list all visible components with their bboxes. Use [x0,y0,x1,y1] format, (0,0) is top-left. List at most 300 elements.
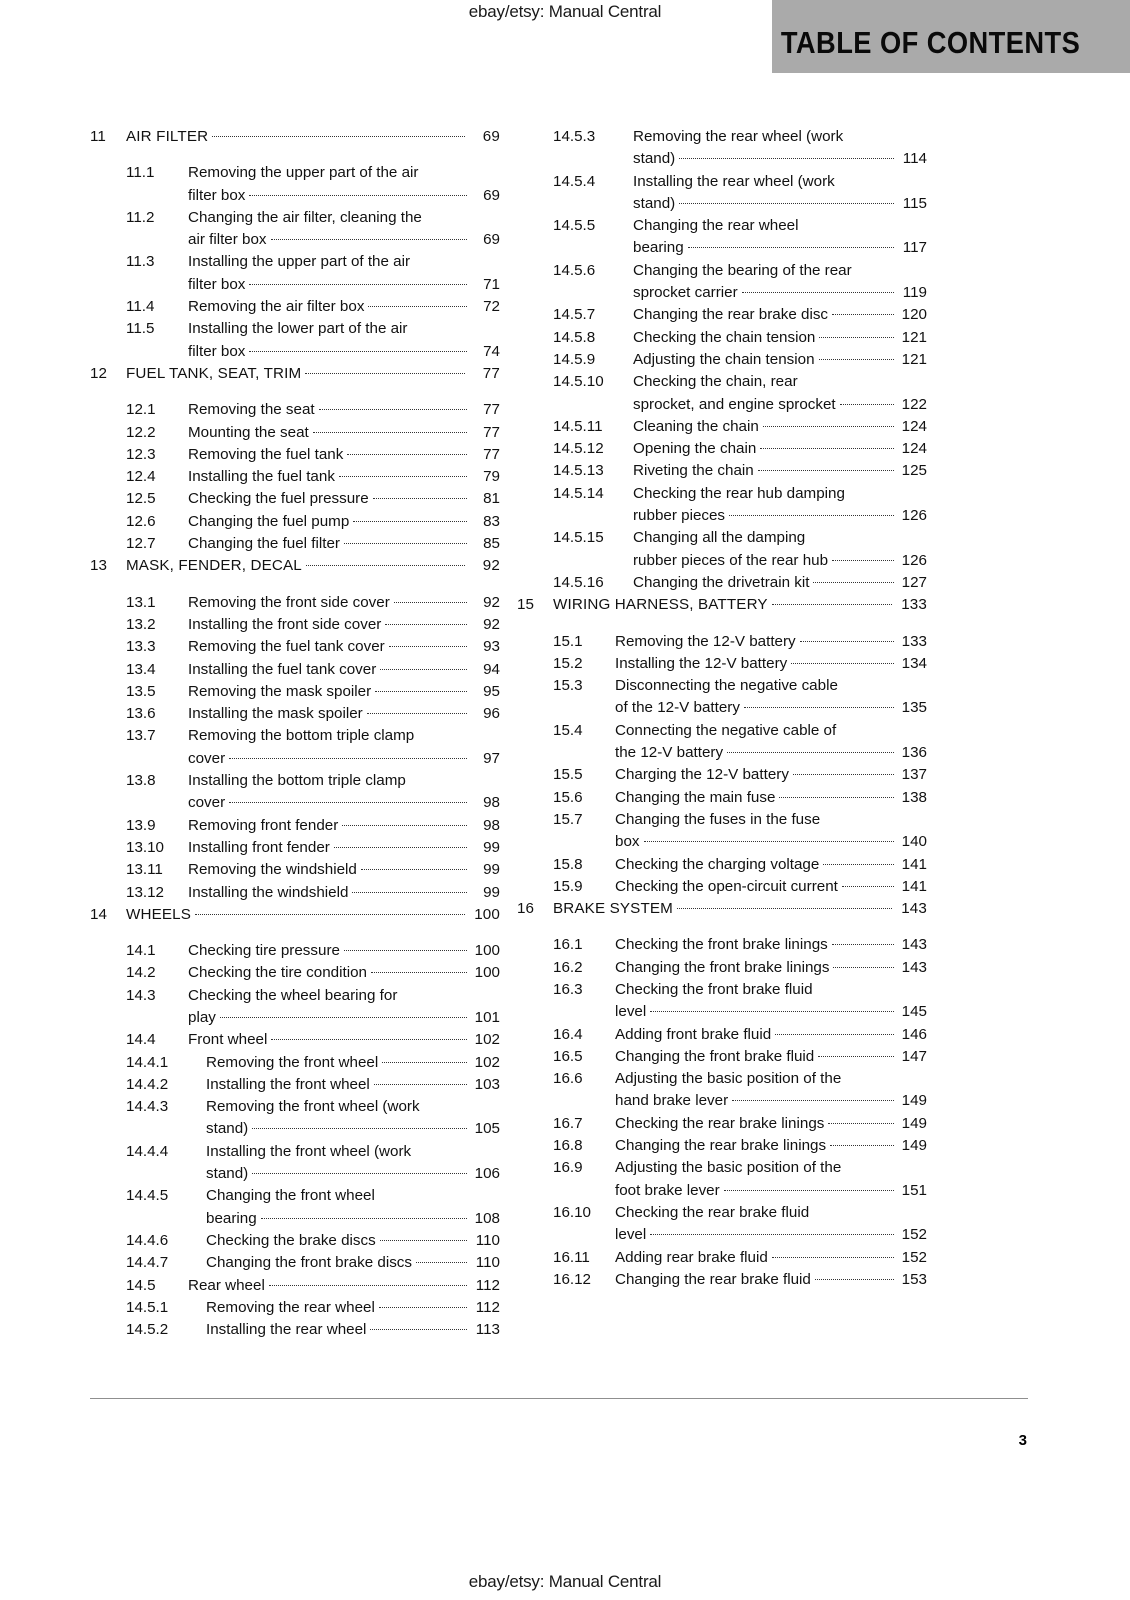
toc-entry-page: 100 [474,942,500,960]
toc-entry[interactable] [517,1024,927,1046]
toc-entry-page: 99 [483,838,500,856]
toc-entry-number: 15.7 [553,810,583,828]
dot-leader [220,1017,467,1018]
toc-entry-number: 14.3 [126,986,156,1004]
toc-entry-page: 138 [901,788,927,806]
toc-entry-page: 153 [901,1270,927,1288]
toc-entry[interactable] [517,1068,927,1113]
toc-entry-title: bearing [206,1209,257,1227]
dot-leader [195,914,465,915]
toc-entry-number: 16.9 [553,1159,583,1177]
toc-entry-title: stand) [633,194,676,212]
toc-entry[interactable] [90,725,500,770]
toc-entry-title: BRAKE SYSTEM [553,900,673,918]
toc-entry[interactable] [90,422,500,444]
toc-entry-number: 14.5.16 [553,573,604,591]
toc-entry[interactable] [517,215,927,260]
toc-entry-number: 12.5 [126,490,156,508]
toc-entry-title: Charging the 12-V battery [615,766,789,784]
toc-entry[interactable] [90,162,500,207]
toc-entry[interactable] [90,1275,500,1297]
toc-entry-title: Checking tire pressure [188,942,340,960]
toc-entry-page: 77 [482,364,500,382]
dot-leader [361,869,467,870]
toc-entry-body [633,171,927,216]
toc-entry[interactable] [90,962,500,984]
toc-entry[interactable] [90,296,500,318]
dot-leader [249,284,467,285]
toc-entry-page: 136 [901,744,927,762]
toc-entry-page: 101 [474,1008,500,1026]
toc-entry[interactable] [90,1319,500,1341]
toc-entry-body [615,1269,927,1291]
toc-entry-title: Removing the rear wheel (work [633,128,844,145]
toc-entry-number: 13.9 [126,816,156,834]
toc-entry-body [615,1247,927,1269]
toc-entry-number: 14.4.4 [126,1142,169,1160]
toc-entry-number: 12.4 [126,468,156,486]
toc-entry-title-last-line [633,148,927,170]
toc-entry-title: Adjusting the basic position of the [615,1070,842,1088]
toc-entry-body [633,572,927,594]
toc-entry-title: Adding front brake fluid [615,1025,772,1043]
toc-entry-number: 13.1 [126,593,156,611]
toc-entry-title: Checking the wheel bearing for [188,986,398,1004]
toc-entry-title: Installing the rear wheel [206,1321,367,1339]
toc-entry-title-last-line [615,742,927,764]
toc-entry-number: 13 [90,557,107,575]
dot-leader [252,1128,467,1129]
toc-entry[interactable] [90,659,500,681]
toc-entry[interactable] [90,703,500,725]
toc-entry[interactable] [517,527,927,572]
toc-entry-title-last-line [615,1224,927,1246]
dot-leader [679,203,894,204]
toc-entry-title: rubber pieces [633,507,726,525]
toc-entry-title-last-line [188,1007,500,1029]
toc-entry-page: 113 [475,1321,500,1339]
toc-entry-page: 145 [901,1003,927,1021]
toc-entry[interactable] [517,1247,927,1269]
toc-entry-body [615,675,927,720]
toc-entry[interactable] [90,592,500,614]
toc-entry-number: 16.8 [553,1137,583,1155]
toc-entry[interactable] [90,126,500,148]
toc-entry-number: 15.8 [553,855,583,873]
toc-entry-title: Checking the front brake fluid [615,980,813,998]
toc-entry-title: Changing the front wheel [206,1187,375,1205]
toc-entry[interactable] [90,466,500,488]
toc-entry-number: 13.2 [126,615,156,633]
toc-entry-number: 14.5 [126,1276,156,1294]
toc-entry-body [615,1202,927,1247]
dot-leader [840,404,894,405]
toc-entry-page: 127 [901,573,927,591]
toc-entry[interactable] [90,1252,500,1274]
toc-entry-page: 141 [901,855,927,873]
toc-entry-body [615,1046,927,1068]
toc-entry-title: Installing the 12-V battery [615,654,788,672]
toc-entry-title: WIRING HARNESS, BATTERY [553,596,768,614]
toc-entry-title-last-line [615,1001,927,1023]
toc-entry[interactable] [90,444,500,466]
dot-leader [775,1034,894,1035]
toc-entry-page: 77 [483,423,500,441]
toc-entry[interactable] [90,1230,500,1252]
toc-entry[interactable] [517,854,927,876]
toc-entry-page: 126 [901,507,927,525]
toc-entry-body [633,126,927,171]
toc-entry-title: Removing the windshield [188,861,357,879]
toc-entry-title: Installing the fuel tank [188,468,335,486]
toc-entry-number: 15.3 [553,677,583,695]
toc-entry-title: Installing the upper part of the air [188,253,411,271]
toc-entry-title: Changing the fuses in the fuse [615,810,821,828]
dot-leader [394,602,467,603]
toc-entry-number: 13.8 [126,772,156,790]
toc-entry-number: 13.5 [126,682,156,700]
toc-entry[interactable] [517,809,927,854]
dot-leader [842,886,894,887]
dot-leader [819,337,894,338]
toc-entry-page: 99 [483,883,500,901]
toc-entry-body [615,854,927,876]
toc-entry-body [188,659,500,681]
toc-entry-title: Front wheel [188,1031,268,1049]
toc-entry-page: 105 [474,1120,500,1138]
toc-entry-number: 16.10 [553,1203,592,1221]
dot-leader [271,239,468,240]
toc-entry-number: 14.2 [126,964,156,982]
toc-entry-page: 121 [901,328,927,346]
dot-leader [677,908,892,909]
toc-entry-number: 15.2 [553,654,583,672]
toc-entry-page: 112 [475,1298,500,1316]
toc-entry-title: Installing the mask spoiler [188,705,363,723]
toc-entry[interactable] [517,631,927,653]
toc-entry-page: 133 [901,632,927,650]
toc-entry[interactable] [90,1074,500,1096]
toc-entry[interactable] [517,371,927,416]
toc-entry[interactable] [517,327,927,349]
toc-entry-page: 102 [474,1053,500,1071]
toc-entry-page: 102 [474,1031,500,1049]
toc-entry-title: Changing the rear brake linings [615,1137,827,1155]
toc-entry-page: 95 [483,682,500,700]
toc-entry-title: Changing the front brake discs [206,1254,412,1272]
toc-entry-page: 137 [901,766,927,784]
toc-entry[interactable] [90,488,500,510]
toc-entry-title: Removing the front wheel [206,1053,379,1071]
toc-entry-number: 16.11 [553,1248,590,1266]
dot-leader [375,691,467,692]
toc-entry-title: filter box [188,275,246,293]
toc-entry-number: 14.5.14 [553,484,604,502]
toc-entry[interactable] [517,898,927,920]
toc-entry-page: 149 [901,1137,927,1155]
toc-entry-page: 146 [901,1025,927,1043]
dot-leader [380,1240,467,1241]
dot-leader [339,476,467,477]
toc-entry-title: Installing the bottom triple clamp [188,772,406,790]
toc-entry-number: 14.4.1 [126,1053,169,1071]
toc-entry-page: 152 [901,1248,927,1266]
toc-entry-number: 16.3 [553,980,583,998]
toc-entry-body [615,876,927,898]
toc-entry[interactable] [517,171,927,216]
toc-entry-title: Checking the rear hub damping [633,484,845,502]
toc-entry[interactable] [517,416,927,438]
dot-leader [763,426,894,427]
toc-entry-body [553,594,927,616]
toc-entry-body [126,126,500,148]
dot-leader [791,663,894,664]
dot-leader [261,1218,467,1219]
toc-entry-title: Riveting the chain [633,462,754,480]
dot-leader [352,892,467,893]
toc-entry[interactable] [517,720,927,765]
dot-leader [382,1062,467,1063]
toc-entry-number: 13.12 [126,883,165,901]
toc-entry[interactable] [517,594,927,616]
toc-entry[interactable] [517,260,927,305]
toc-entry-title: Changing the drivetrain kit [633,573,810,591]
toc-entry[interactable] [90,770,500,815]
dot-leader [368,306,467,307]
toc-entry[interactable] [90,837,500,859]
toc-entry-body [615,631,927,653]
dot-leader [815,1279,894,1280]
toc-entry[interactable] [517,675,927,720]
toc-entry-number: 13.4 [126,660,156,678]
toc-entry-number: 16 [517,900,534,918]
dot-leader [334,847,467,848]
toc-entry-page: 149 [901,1092,927,1110]
dot-leader [823,864,894,865]
dot-leader [319,409,467,410]
toc-entry-number: 14.5.2 [126,1321,169,1339]
toc-entry[interactable] [517,483,927,528]
toc-entry-page: 92 [483,593,500,611]
toc-entry-title: Removing the bottom triple clamp [188,727,415,745]
toc-entry-page: 77 [483,445,500,463]
toc-entry-title: Removing the front wheel (work [206,1098,420,1116]
toc-entry-page: 143 [901,936,927,954]
toc-entry-title-last-line [188,748,500,770]
toc-entry[interactable] [90,251,500,296]
toc-entry[interactable] [90,882,500,904]
toc-entry-title: Opening the chain [633,440,757,458]
toc-entry-number: 11.5 [126,320,155,338]
toc-entry-body [206,1074,500,1096]
toc-entry-page: 96 [483,705,500,723]
toc-entry-body [188,703,500,725]
toc-entry-page: 143 [901,958,927,976]
toc-entry[interactable] [517,572,927,594]
toc-entry-title-last-line [633,394,927,416]
toc-entry-number: 14.4.3 [126,1098,169,1116]
toc-entry-title: Connecting the negative cable of [615,721,837,739]
toc-entry[interactable] [90,681,500,703]
toc-entry[interactable] [90,363,500,385]
dot-leader [760,448,894,449]
toc-entry-number: 13.7 [126,727,156,745]
dot-leader [313,432,467,433]
toc-entry[interactable] [517,876,927,898]
toc-entry-title: Checking the charging voltage [615,855,820,873]
toc-entry-body [633,460,927,482]
toc-entry-page: 125 [901,462,927,480]
toc-entry-body [615,979,927,1024]
toc-entry-page: 110 [475,1231,500,1249]
toc-entry-number: 14.4.2 [126,1075,169,1093]
toc-entry-title-last-line [615,697,927,719]
toc-entry-title-last-line [188,185,500,207]
toc-entry-page: 143 [901,900,927,918]
toc-entry[interactable] [517,304,927,326]
toc-entry[interactable] [517,979,927,1024]
toc-entry-body [615,653,927,675]
toc-entry[interactable] [90,1141,500,1186]
toc-entry-title-last-line [188,792,500,814]
toc-entry-page: 151 [901,1181,927,1199]
toc-column-right [517,126,927,1291]
toc-entry-title: Removing front fender [188,816,339,834]
toc-entry-body [633,260,927,305]
toc-entry[interactable] [517,126,927,171]
toc-entry[interactable] [90,1029,500,1051]
toc-entry[interactable] [90,904,500,926]
toc-entry-number: 14.5.11 [553,417,603,435]
dot-leader [252,1173,467,1174]
toc-entry[interactable] [517,1113,927,1135]
toc-entry[interactable] [90,1052,500,1074]
toc-entry-number: 14.5.5 [553,217,596,235]
toc-entry-body [188,681,500,703]
toc-entry[interactable] [517,787,927,809]
toc-entry[interactable] [90,985,500,1030]
toc-entry-body [188,511,500,533]
toc-entry-title: Checking the tire condition [188,964,367,982]
toc-entry-body [188,592,500,614]
toc-entry-title-last-line [633,237,927,259]
toc-entry-number: 11.3 [126,253,155,271]
toc-entry[interactable] [90,1185,500,1230]
toc-entry[interactable] [517,653,927,675]
toc-entry-title: Installing the front wheel [206,1075,370,1093]
toc-entry-page: 117 [902,239,927,257]
toc-entry-page: 110 [475,1254,500,1272]
toc-entry[interactable] [90,399,500,421]
toc-entry-body [633,327,927,349]
toc-entry-title: stand) [633,150,676,168]
toc-entry[interactable] [90,1096,500,1141]
dot-leader [385,624,467,625]
toc-entry-page: 149 [901,1114,927,1132]
toc-entry-page: 92 [482,557,500,575]
toc-entry-number: 14.1 [126,942,156,960]
toc-entry-title-last-line [206,1118,500,1140]
toc-entry-title: sprocket, and engine sprocket [633,395,836,413]
dot-leader [832,314,894,315]
toc-entry-title: Checking the open-circuit current [615,877,838,895]
dot-leader [416,1262,467,1263]
toc-entry-title: level [615,1003,647,1021]
toc-entry-number: 14.4 [126,1031,156,1049]
toc-entry[interactable] [90,815,500,837]
toc-entry-title: cover [188,794,226,812]
toc-entry-title-last-line [188,341,500,363]
toc-entry[interactable] [517,1202,927,1247]
toc-entry[interactable] [517,764,927,786]
toc-entry[interactable] [90,318,500,363]
toc-entry-body [188,1029,500,1051]
toc-entry-page: 108 [474,1209,500,1227]
toc-entry-title: Installing the front wheel (work [206,1142,412,1160]
toc-entry-title: Cleaning the chain [633,417,759,435]
dot-leader [833,967,894,968]
toc-entry[interactable] [90,207,500,252]
toc-entry-number: 14.5.10 [553,373,604,391]
toc-entry[interactable] [90,614,500,636]
toc-entry-body [188,162,500,207]
dot-leader [306,565,465,566]
dot-leader [344,950,467,951]
toc-entry-body [615,1157,927,1202]
toc-entry-number: 15.9 [553,877,583,895]
toc-entry-title-last-line [633,505,927,527]
table-of-contents-banner [772,0,1130,73]
toc-entry[interactable] [517,957,927,979]
dot-leader [249,195,467,196]
toc-entry[interactable] [517,1046,927,1068]
toc-entry[interactable] [90,940,500,962]
toc-entry[interactable] [517,349,927,371]
toc-entry-page: 69 [483,231,500,249]
bottom-watermark: ebay/etsy: Manual Central [468,1572,662,1591]
dot-leader [347,454,467,455]
toc-entry[interactable] [517,438,927,460]
toc-entry-page: 147 [901,1047,927,1065]
toc-entry[interactable] [90,1297,500,1319]
toc-entry[interactable] [90,555,500,577]
toc-entry[interactable] [517,1269,927,1291]
toc-entry-title: Changing the air filter, cleaning the [188,208,422,226]
toc-entry[interactable] [90,511,500,533]
toc-entry-body [633,438,927,460]
dot-leader [732,1100,894,1101]
toc-entry[interactable] [517,460,927,482]
toc-entry[interactable] [90,533,500,555]
toc-entry[interactable] [517,1157,927,1202]
toc-entry[interactable] [90,636,500,658]
toc-entry-number: 13.3 [126,638,156,656]
toc-entry-title: Checking the front brake linings [615,936,828,954]
dot-leader [724,1190,894,1191]
toc-entry-title: Changing all the damping [633,529,806,547]
toc-entry-body [633,483,927,528]
toc-entry[interactable] [517,934,927,956]
toc-entry-page: 152 [901,1226,927,1244]
toc-entry[interactable] [517,1135,927,1157]
toc-entry-body [633,215,927,260]
toc-entry[interactable] [90,859,500,881]
toc-entry-title: Installing the fuel tank cover [188,660,377,678]
toc-entry-body [633,416,927,438]
toc-entry-number: 16.12 [553,1270,592,1288]
toc-entry-page: 98 [483,816,500,834]
footer-divider [90,1398,1028,1399]
